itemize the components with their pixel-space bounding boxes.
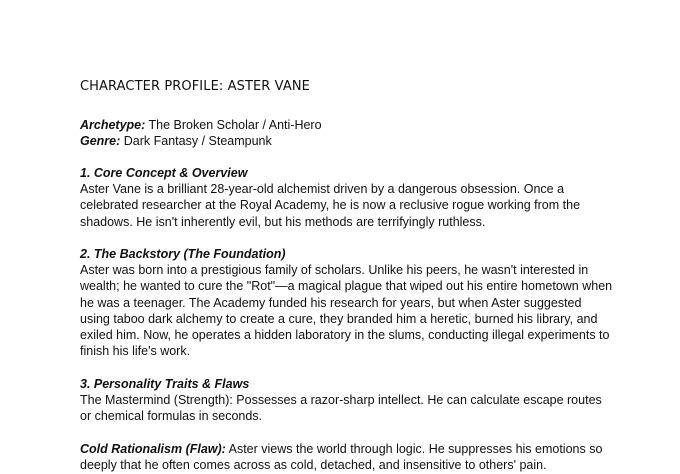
- section-heading: 1. Core Concept & Overview: [80, 166, 248, 180]
- body-line: or chemical formulas in seconds.: [80, 409, 263, 424]
- section-personality: [80, 376, 620, 425]
- archetype-line: [80, 117, 322, 133]
- body-line: wealth; he wanted to cure the "Rot"—a magical plague that wiped out his entire hometown when: [80, 279, 613, 294]
- body-line: Aster Vane is a brilliant 28-year-old alchemist driven by a dangerous obsession. Once a: [80, 182, 565, 196]
- trait-body: [80, 441, 620, 474]
- trait-name: Cold Rationalism (Flaw):: [80, 442, 226, 456]
- section-heading: 2. The Backstory (The Foundation): [80, 247, 286, 261]
- body-line: finish his life's work.: [80, 344, 191, 359]
- section-body: [80, 262, 620, 360]
- trait-line: deeply that he often comes across as cold, detached, and insensitive to others' pain.: [80, 458, 547, 473]
- archetype-label: Archetype:: [80, 118, 146, 132]
- trait-cold-rationalism: [80, 441, 620, 474]
- body-line: The Mastermind (Strength): Possesses a razor-sharp intellect. He can calculate escape routes: [80, 393, 602, 407]
- section-core-concept: [80, 165, 620, 230]
- body-line: Aster was born into a prestigious family of scholars. Unlike his peers, he wasn't interested in: [80, 263, 589, 277]
- body-line: using taboo dark alchemy to create a cure, they branded him a heretic, burned his library, and: [80, 311, 598, 326]
- genre-label: Genre:: [80, 134, 121, 148]
- body-line: he was a teenager. The Academy funded his research for years, but when Aster suggested: [80, 295, 582, 310]
- body-line: celebrated researcher at the Royal Academy, he is now a reclusive rogue working from the: [80, 198, 581, 213]
- trait-line: [80, 441, 620, 457]
- genre-value: Dark Fantasy / Steampunk: [120, 134, 272, 148]
- section-body: [80, 181, 620, 230]
- section-body: [80, 392, 620, 425]
- archetype-value: The Broken Scholar / Anti-Hero: [145, 118, 322, 132]
- body-line: shadows. He isn't inherently evil, but his methods are terrifyingly ruthless.: [80, 214, 486, 229]
- body-line: exiled him. Now, he operates a hidden laboratory in the slums, conducting illegal experiments to: [80, 328, 610, 343]
- section-backstory: [80, 246, 620, 360]
- section-heading: 3. Personality Traits & Flaws: [80, 377, 250, 391]
- genre-line: [80, 133, 272, 149]
- document-title: CHARACTER PROFILE: ASTER VANE: [80, 79, 310, 94]
- trait-text: Aster views the world through logic. He suppresses his emotions so: [225, 442, 603, 456]
